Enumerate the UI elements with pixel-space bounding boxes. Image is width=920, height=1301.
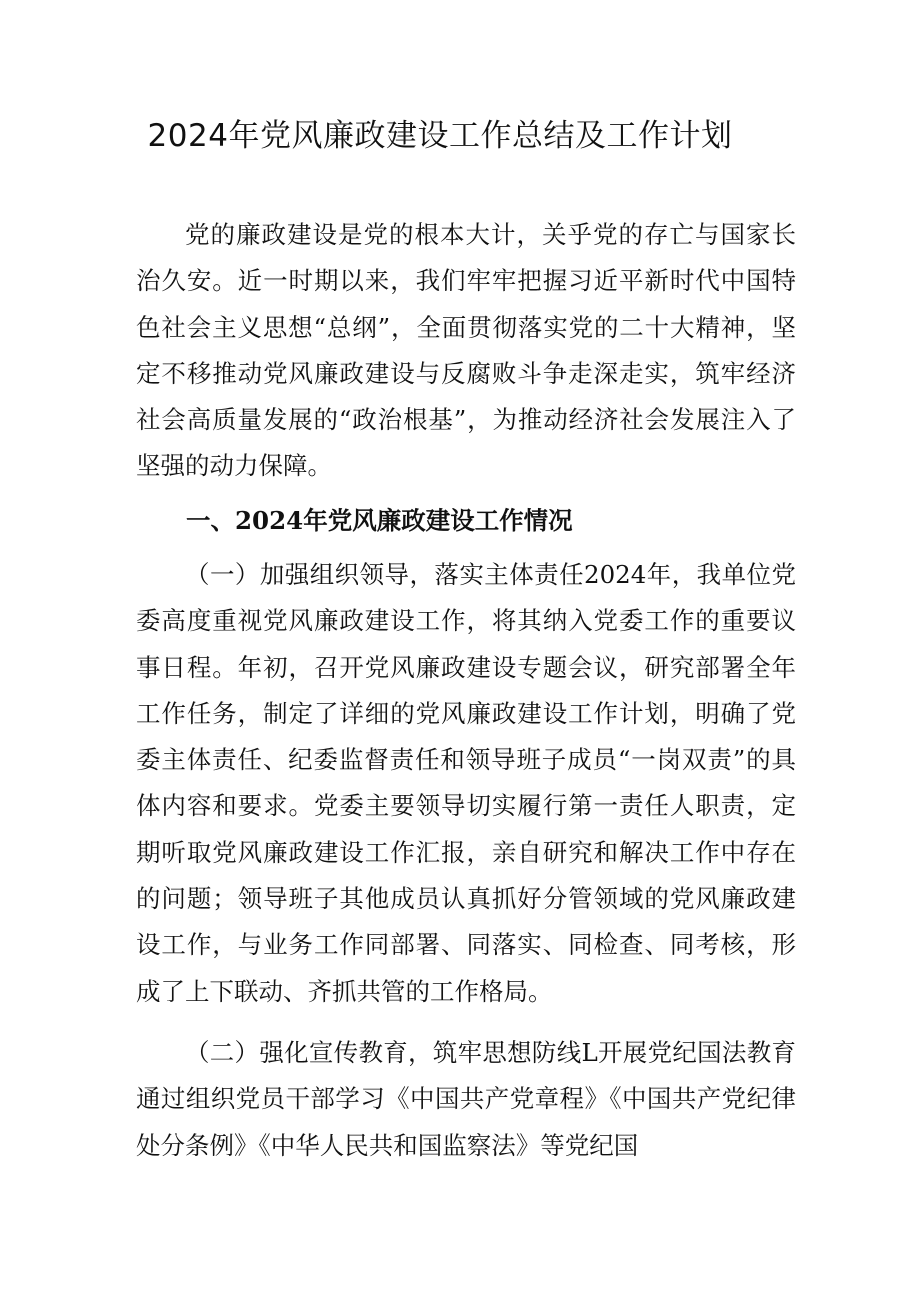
item-2-paragraph: （二）强化宣传教育，筑牢思想防线L开展党纪国法教育通过组织党员干部学习《中国共产党章程》《中国共产党纪律处分条例》《中华人民共和国监察法》等党纪国 <box>136 1038 796 1160</box>
item-1-paragraph: （一）加强组织领导，落实主体责任2024年，我单位党委高度重视党风廉政建设工作，将其纳入党委工作的重要议事日程。年初，召开党风廉政建设专题会议，研究部署全年工作任务，制定了详细的党风廉政建设工作计划，明确了党委主体责任、纪委监督责任和领导班子成员“一岗双责”的具体内容和要求。党委主要领导切实履行第一责任人职责，定期听取党风廉政建设工作汇报，亲自研究和解决工作中存在的问题；领导班子其他成员认真抓好分管领域的党风廉政建设工作，与业务工作同部署、同落实、同检查、同考核，形成了上下联动、齐抓共管的工作格局。 <box>136 560 796 1006</box>
intro-paragraph: 党的廉政建设是党的根本大计，关乎党的存亡与国家长治久安。近一时期以来，我们牢牢把握习近平新时代中国特色社会主义思想“总纲”，全面贯彻落实党的二十大精神，坚定不移推动党风廉政建设与反腐败斗争走深走实，筑牢经济社会高质量发展的“政治根基”，为推动经济社会发展注入了坚强的动力保障。 <box>136 220 796 481</box>
document-title: 2024年党风廉政建设工作总结及工作计划 <box>147 118 733 154</box>
section-heading: 一、2024年党风廉政建设工作情况 <box>186 506 573 535</box>
